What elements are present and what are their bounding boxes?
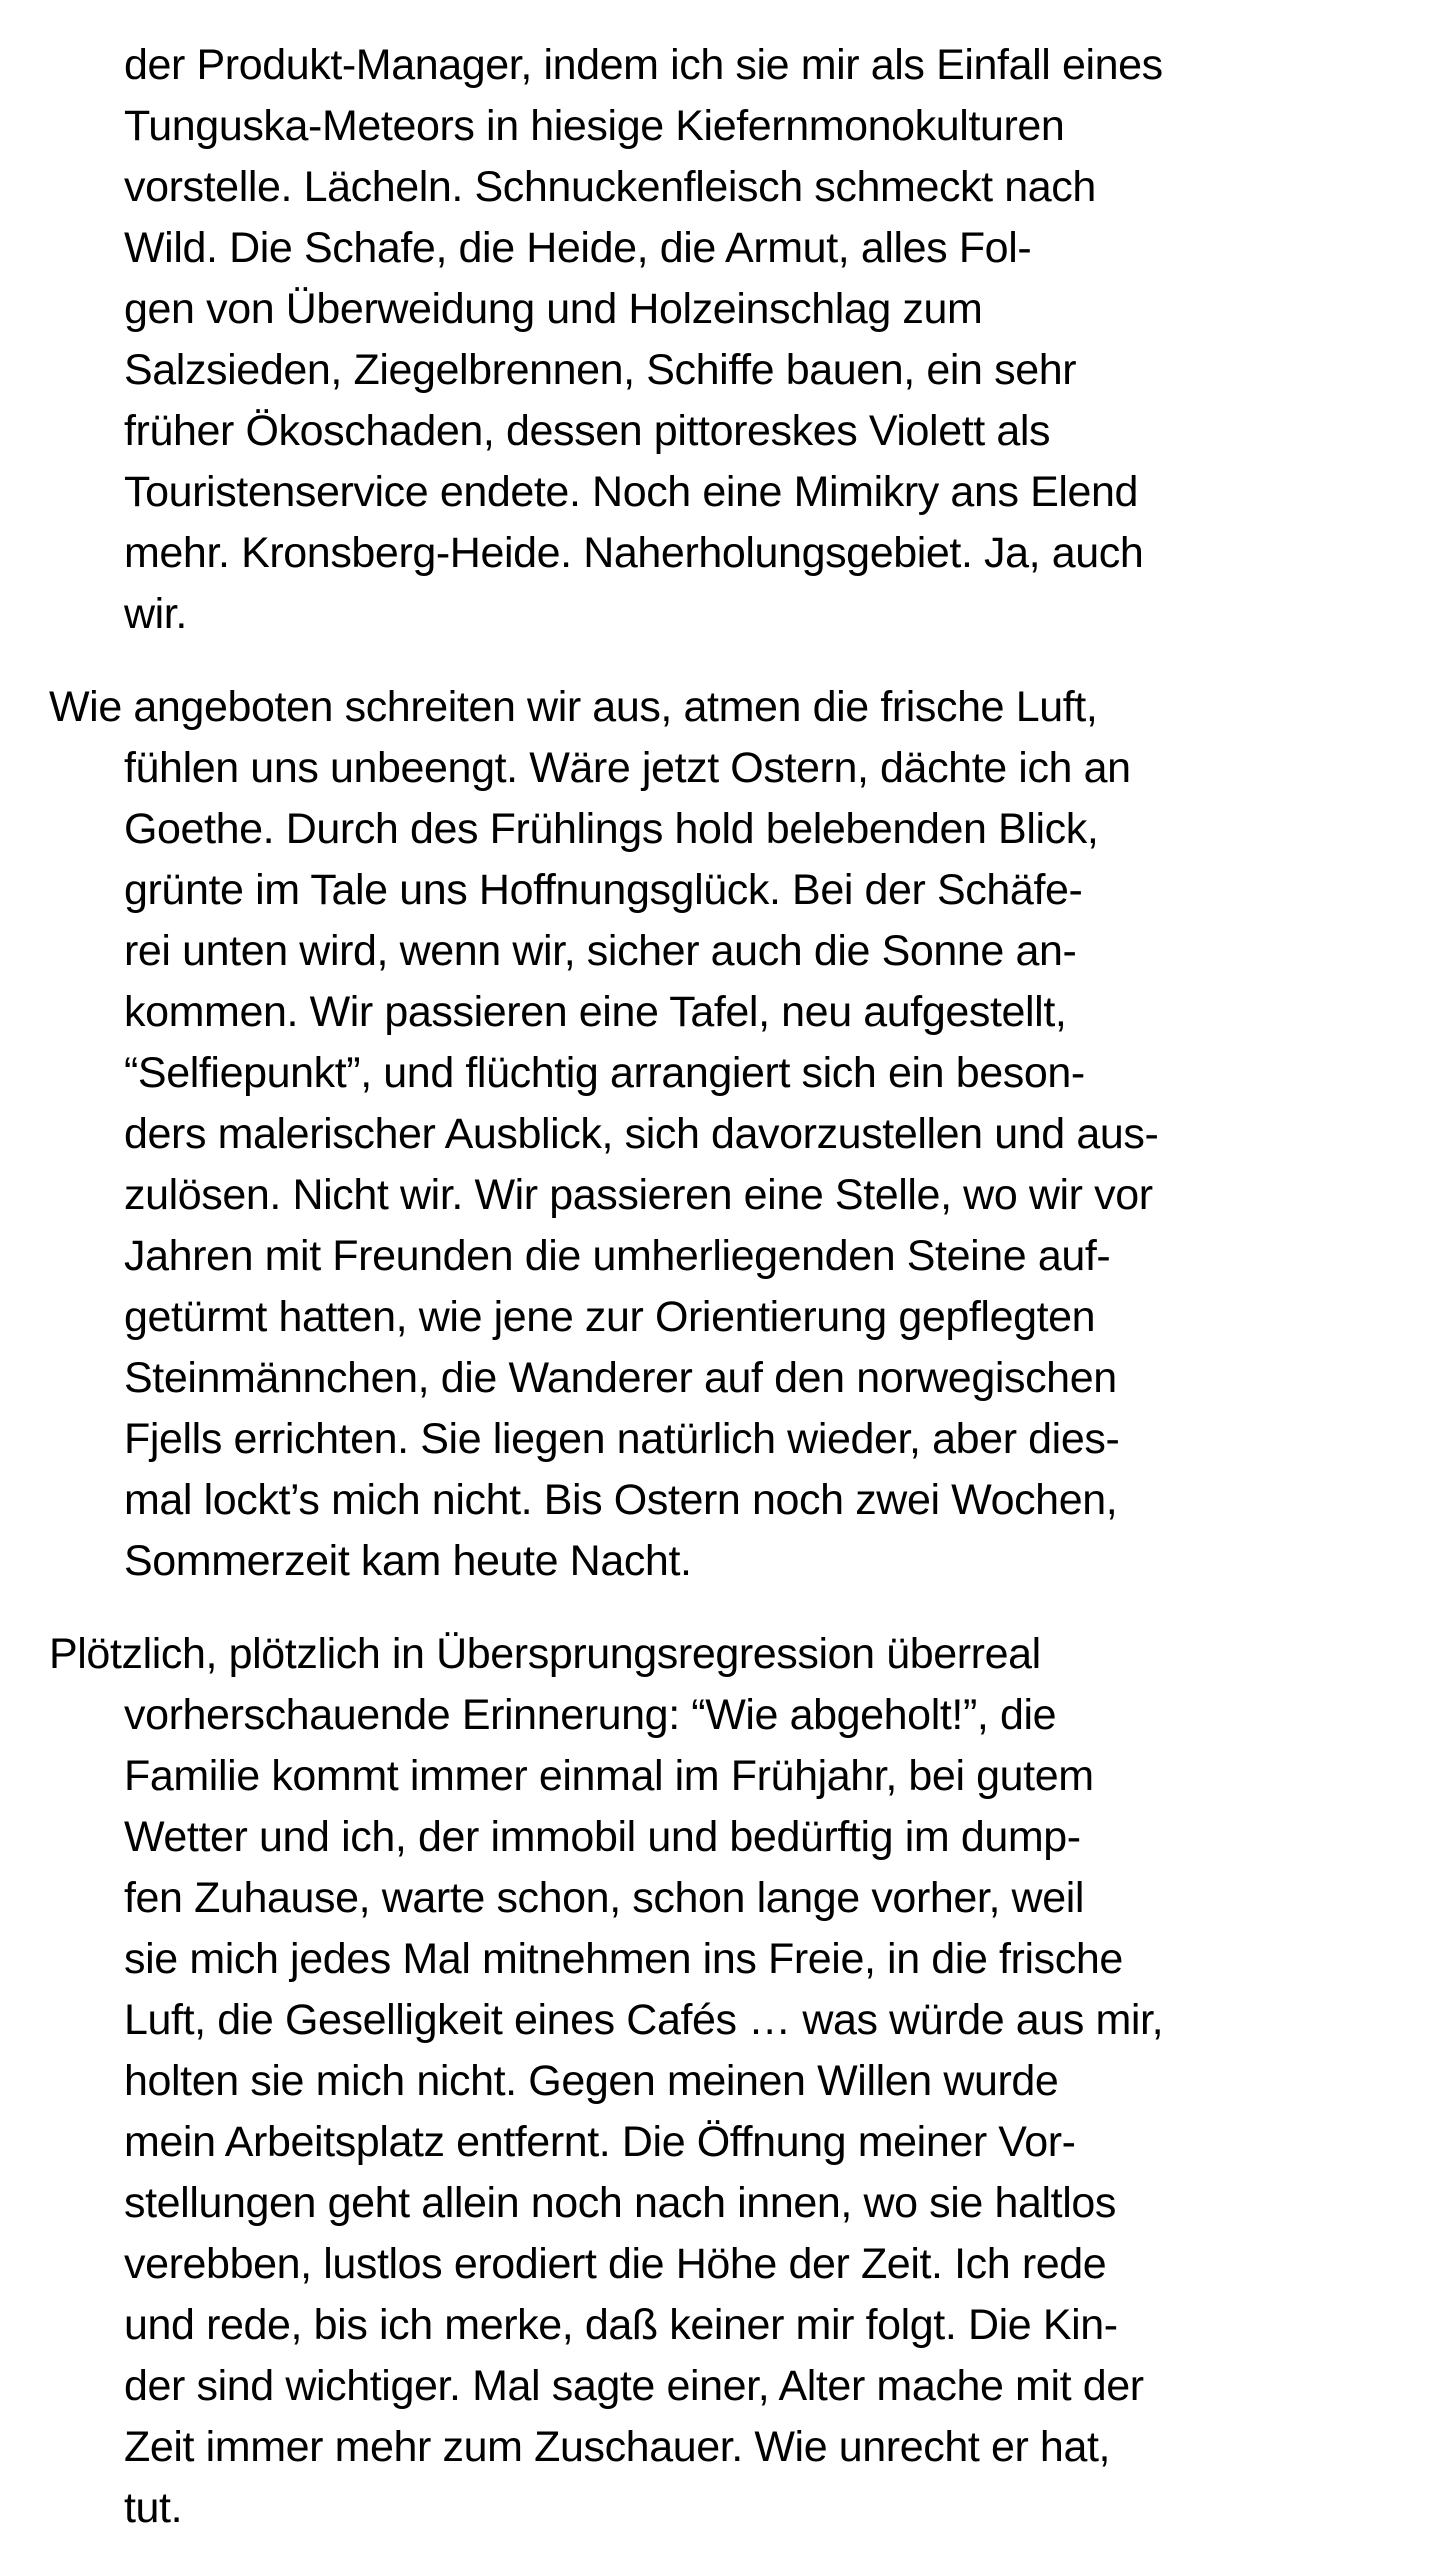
text-line: Fjells errichten. Sie liegen natürlich wieder, aber dies-: [124, 1415, 1120, 1463]
text-line: Plötzlich, plötzlich in Übersprungsregression überreal: [49, 1630, 1041, 1678]
text-line: gen von Überweidung und Holzeinschlag zum: [124, 285, 983, 333]
text-line: grünte im Tale uns Hoffnungsglück. Bei der Schäfe-: [124, 866, 1083, 914]
text-line: früher Ökoschaden, dessen pittoreskes Violett als: [124, 407, 1051, 455]
paragraph: [0, 677, 1437, 1592]
text-line: mein Arbeitsplatz entfernt. Die Öffnung meiner Vor-: [124, 2118, 1076, 2166]
text-line: sie mich jedes Mal mitnehmen ins Freie, in die frische: [124, 1935, 1123, 1983]
text-line: Familie kommt immer einmal im Frühjahr, bei gutem: [124, 1752, 1094, 1800]
text-line: “Selfiepunkt”, und flüchtig arrangiert sich ein beson-: [124, 1049, 1085, 1097]
text-line: holten sie mich nicht. Gegen meinen Willen wurde: [124, 2057, 1059, 2105]
text-line: fühlen uns unbeengt. Wäre jetzt Ostern, dächte ich an: [124, 744, 1131, 792]
text-line: verebben, lustlos erodiert die Höhe der Zeit. Ich rede: [124, 2240, 1107, 2288]
paragraph: [0, 1624, 1437, 2539]
text-line: Touristenservice endete. Noch eine Mimikry ans Elend: [124, 468, 1139, 516]
paragraph: [0, 35, 1437, 645]
text-line: getürmt hatten, wie jene zur Orientierung gepflegten: [124, 1293, 1096, 1341]
text-line: Goethe. Durch des Frühlings hold belebenden Blick,: [124, 805, 1099, 853]
text-line: fen Zuhause, warte schon, schon lange vorher, weil: [124, 1874, 1085, 1922]
text-line: der Produkt-Manager, indem ich sie mir als Einfall eines: [124, 41, 1163, 89]
text-line: mal lockt’s mich nicht. Bis Ostern noch zwei Wochen,: [124, 1476, 1118, 1524]
text-line: kommen. Wir passieren eine Tafel, neu aufgestellt,: [124, 988, 1067, 1036]
text-line: rei unten wird, wenn wir, sicher auch die Sonne an-: [124, 927, 1077, 975]
text-line: Salzsieden, Ziegelbrennen, Schiffe bauen, ein sehr: [124, 346, 1077, 394]
text-line: Tunguska-Meteors in hiesige Kiefernmonokulturen: [124, 102, 1065, 150]
text-line: mehr. Kronsberg-Heide. Naherholungsgebiet. Ja, auch: [124, 529, 1144, 577]
text-line: Wetter und ich, der immobil und bedürftig im dump-: [124, 1813, 1081, 1861]
text-line: vorstelle. Lächeln. Schnuckenfleisch schmeckt nach: [124, 163, 1096, 211]
text-line: Luft, die Geselligkeit eines Cafés … was würde aus mir,: [124, 1996, 1164, 2044]
text-line: zulösen. Nicht wir. Wir passieren eine Stelle, wo wir vor: [124, 1171, 1153, 1219]
text-line: der sind wichtiger. Mal sagte einer, Alter mache mit der: [124, 2362, 1144, 2410]
text-line: Wild. Die Schafe, die Heide, die Armut, alles Fol-: [124, 224, 1032, 272]
text-line: ders malerischer Ausblick, sich davorzustellen und aus-: [124, 1110, 1159, 1158]
text-line: Sommerzeit kam heute Nacht.: [124, 1537, 692, 1585]
text-line: Wie angeboten schreiten wir aus, atmen die frische Luft,: [49, 683, 1098, 731]
text-line: Zeit immer mehr zum Zuschauer. Wie unrecht er hat,: [124, 2423, 1111, 2471]
text-line: wir.: [124, 590, 187, 638]
text-line: vorherschauende Erinnerung: “Wie abgeholt!”, die: [124, 1691, 1057, 1739]
text-line: Steinmännchen, die Wanderer auf den norwegischen: [124, 1354, 1117, 1402]
text-line: und rede, bis ich merke, daß keiner mir folgt. Die Kin-: [124, 2301, 1118, 2349]
text-line: stellungen geht allein noch nach innen, wo sie haltlos: [124, 2179, 1116, 2227]
text-line: tut.: [124, 2484, 183, 2532]
text-line: Jahren mit Freunden die umherliegenden Steine auf-: [124, 1232, 1111, 1280]
